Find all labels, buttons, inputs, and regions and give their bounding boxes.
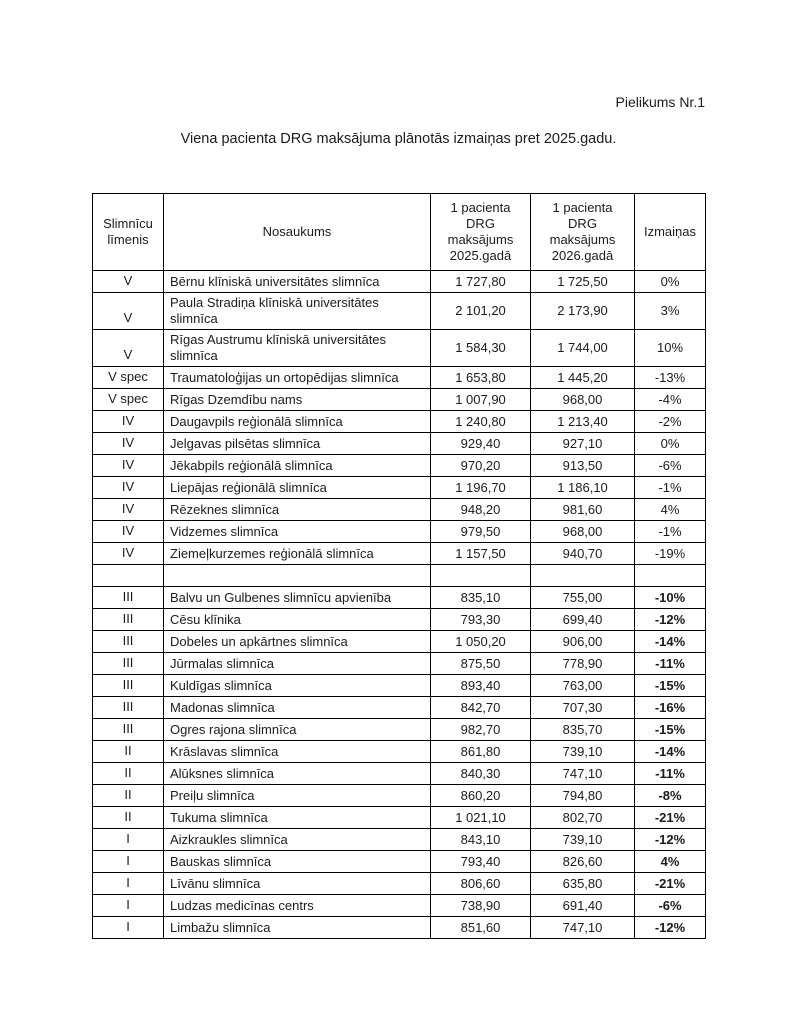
level-cell: II	[93, 763, 164, 785]
payment-2026-cell: 826,60	[531, 851, 635, 873]
level-cell: III	[93, 631, 164, 653]
hospital-name-cell: Cēsu klīnika	[164, 609, 431, 631]
level-cell: II	[93, 741, 164, 763]
payment-2026-cell: 981,60	[531, 499, 635, 521]
change-cell: -12%	[635, 609, 706, 631]
table-header	[93, 194, 706, 271]
payment-2025-cell: 1 653,80	[431, 367, 531, 389]
table-row	[93, 477, 706, 499]
level-cell: III	[93, 697, 164, 719]
payment-2026-cell: 1 186,10	[531, 477, 635, 499]
hospital-name-cell: Jūrmalas slimnīca	[164, 653, 431, 675]
document-content	[92, 0, 705, 939]
level-cell: II	[93, 807, 164, 829]
change-cell: -11%	[635, 763, 706, 785]
payment-2025-cell: 835,10	[431, 587, 531, 609]
payment-2026-cell: 763,00	[531, 675, 635, 697]
level-cell	[93, 565, 164, 587]
level-cell: IV	[93, 521, 164, 543]
level-cell: IV	[93, 433, 164, 455]
hospital-name-cell: Paula Stradiņa klīniskā universitātes slimnīca	[164, 293, 431, 330]
table-row	[93, 433, 706, 455]
hospital-name-cell: Aizkraukles slimnīca	[164, 829, 431, 851]
payment-2025-cell: 893,40	[431, 675, 531, 697]
change-cell: -19%	[635, 543, 706, 565]
change-cell: -15%	[635, 675, 706, 697]
payment-2026-cell: 968,00	[531, 521, 635, 543]
table-row	[93, 330, 706, 367]
payment-2026-cell: 747,10	[531, 917, 635, 939]
change-cell: -13%	[635, 367, 706, 389]
hospital-name-cell: Ziemeļkurzemes reģionālā slimnīca	[164, 543, 431, 565]
change-cell: 10%	[635, 330, 706, 367]
table-row	[93, 675, 706, 697]
level-cell: IV	[93, 499, 164, 521]
payment-2025-cell: 929,40	[431, 433, 531, 455]
hospital-name-cell: Bērnu klīniskā universitātes slimnīca	[164, 271, 431, 293]
header-name: Nosaukums	[164, 194, 431, 271]
level-cell: III	[93, 675, 164, 697]
level-cell: III	[93, 719, 164, 741]
payment-2025-cell: 840,30	[431, 763, 531, 785]
hospital-name-cell: Preiļu slimnīca	[164, 785, 431, 807]
change-cell: 0%	[635, 433, 706, 455]
level-cell: III	[93, 587, 164, 609]
table-row	[93, 499, 706, 521]
hospital-name-cell: Alūksnes slimnīca	[164, 763, 431, 785]
level-cell: I	[93, 895, 164, 917]
hospital-name-cell: Vidzemes slimnīca	[164, 521, 431, 543]
payment-2026-cell: 913,50	[531, 455, 635, 477]
payment-2026-cell: 968,00	[531, 389, 635, 411]
payment-2025-cell: 738,90	[431, 895, 531, 917]
payment-2025-cell: 1 196,70	[431, 477, 531, 499]
payment-2026-cell: 707,30	[531, 697, 635, 719]
level-cell: I	[93, 917, 164, 939]
payment-2025-cell: 861,80	[431, 741, 531, 763]
payment-2026-cell: 2 173,90	[531, 293, 635, 330]
payment-2025-cell: 970,20	[431, 455, 531, 477]
hospital-name-cell: Ogres rajona slimnīca	[164, 719, 431, 741]
hospital-name-cell: Balvu un Gulbenes slimnīcu apvienība	[164, 587, 431, 609]
table-body	[93, 271, 706, 939]
payment-2025-cell: 948,20	[431, 499, 531, 521]
payment-2025-cell: 1 007,90	[431, 389, 531, 411]
hospital-name-cell: Jelgavas pilsētas slimnīca	[164, 433, 431, 455]
change-cell: 4%	[635, 499, 706, 521]
header-payment-2026: 1 pacienta DRG maksājums 2026.gadā	[531, 194, 635, 271]
level-cell: III	[93, 653, 164, 675]
hospital-name-cell: Rīgas Dzemdību nams	[164, 389, 431, 411]
drg-payments-table	[92, 193, 706, 939]
payment-2025-cell: 1 157,50	[431, 543, 531, 565]
payment-2026-cell: 1 725,50	[531, 271, 635, 293]
level-cell: V	[93, 293, 164, 330]
payment-2025-cell: 793,40	[431, 851, 531, 873]
payment-2025-cell: 1 050,20	[431, 631, 531, 653]
table-row	[93, 741, 706, 763]
payment-2025-cell: 982,70	[431, 719, 531, 741]
hospital-name-cell: Rēzeknes slimnīca	[164, 499, 431, 521]
hospital-name-cell: Kuldīgas slimnīca	[164, 675, 431, 697]
payment-2026-cell: 835,70	[531, 719, 635, 741]
table-row	[93, 389, 706, 411]
hospital-name-cell: Madonas slimnīca	[164, 697, 431, 719]
payment-2025-cell: 851,60	[431, 917, 531, 939]
level-cell: I	[93, 851, 164, 873]
payment-2025-cell: 979,50	[431, 521, 531, 543]
payment-2025-cell: 843,10	[431, 829, 531, 851]
table-row	[93, 543, 706, 565]
table-row	[93, 411, 706, 433]
change-cell: -14%	[635, 741, 706, 763]
table-row	[93, 873, 706, 895]
change-cell: -10%	[635, 587, 706, 609]
payment-2026-cell: 635,80	[531, 873, 635, 895]
level-cell: V spec	[93, 367, 164, 389]
change-cell: -1%	[635, 521, 706, 543]
table-row	[93, 785, 706, 807]
hospital-name-cell: Līvānu slimnīca	[164, 873, 431, 895]
change-cell: -12%	[635, 829, 706, 851]
level-cell: IV	[93, 411, 164, 433]
change-cell: -15%	[635, 719, 706, 741]
header-hospital-level: Slimnīcu līmenis	[93, 194, 164, 271]
hospital-name-cell: Tukuma slimnīca	[164, 807, 431, 829]
payment-2026-cell: 1 445,20	[531, 367, 635, 389]
change-cell: -21%	[635, 873, 706, 895]
table-row	[93, 653, 706, 675]
payment-2025-cell: 1 021,10	[431, 807, 531, 829]
hospital-name-cell: Liepājas reģionālā slimnīca	[164, 477, 431, 499]
payment-2025-cell	[431, 565, 531, 587]
level-cell: I	[93, 829, 164, 851]
change-cell: -2%	[635, 411, 706, 433]
change-cell: 3%	[635, 293, 706, 330]
table-row	[93, 631, 706, 653]
change-cell: -6%	[635, 895, 706, 917]
hospital-name-cell: Ludzas medicīnas centrs	[164, 895, 431, 917]
table-row	[93, 917, 706, 939]
table-row	[93, 895, 706, 917]
table-row	[93, 829, 706, 851]
table-row	[93, 609, 706, 631]
level-cell: V spec	[93, 389, 164, 411]
hospital-name-cell: Jēkabpils reģionālā slimnīca	[164, 455, 431, 477]
payment-2026-cell: 906,00	[531, 631, 635, 653]
change-cell: -11%	[635, 653, 706, 675]
payment-2026-cell: 794,80	[531, 785, 635, 807]
payment-2026-cell: 778,90	[531, 653, 635, 675]
payment-2026-cell: 739,10	[531, 741, 635, 763]
change-cell: -14%	[635, 631, 706, 653]
header-payment-2025: 1 pacienta DRG maksājums 2025.gadā	[431, 194, 531, 271]
hospital-name-cell: Rīgas Austrumu klīniskā universitātes slimnīca	[164, 330, 431, 367]
hospital-name-cell: Traumatoloģijas un ortopēdijas slimnīca	[164, 367, 431, 389]
level-cell: IV	[93, 455, 164, 477]
payment-2026-cell: 1 744,00	[531, 330, 635, 367]
payment-2025-cell: 1 240,80	[431, 411, 531, 433]
payment-2025-cell: 875,50	[431, 653, 531, 675]
table-row	[93, 521, 706, 543]
table-row	[93, 763, 706, 785]
hospital-name-cell: Bauskas slimnīca	[164, 851, 431, 873]
payment-2025-cell: 793,30	[431, 609, 531, 631]
payment-2026-cell: 927,10	[531, 433, 635, 455]
level-cell: V	[93, 330, 164, 367]
table-row	[93, 697, 706, 719]
annex-label: Pielikums Nr.1	[615, 94, 705, 110]
hospital-name-cell: Limbažu slimnīca	[164, 917, 431, 939]
payment-2025-cell: 806,60	[431, 873, 531, 895]
level-cell: IV	[93, 543, 164, 565]
payment-2025-cell: 860,20	[431, 785, 531, 807]
table-row	[93, 851, 706, 873]
payment-2026-cell: 1 213,40	[531, 411, 635, 433]
payment-2026-cell	[531, 565, 635, 587]
payment-2026-cell: 691,40	[531, 895, 635, 917]
table-row	[93, 455, 706, 477]
hospital-name-cell: Dobeles un apkārtnes slimnīca	[164, 631, 431, 653]
document-title: Viena pacienta DRG maksājuma plānotās izmaiņas pret 2025.gadu.	[180, 131, 617, 147]
payment-2026-cell: 755,00	[531, 587, 635, 609]
table-row-empty	[93, 565, 706, 587]
level-cell: V	[93, 271, 164, 293]
table-row	[93, 367, 706, 389]
payment-2025-cell: 842,70	[431, 697, 531, 719]
table-row	[93, 293, 706, 330]
change-cell: -16%	[635, 697, 706, 719]
hospital-name-cell: Krāslavas slimnīca	[164, 741, 431, 763]
change-cell: -21%	[635, 807, 706, 829]
change-cell: 0%	[635, 271, 706, 293]
change-cell: -4%	[635, 389, 706, 411]
payment-2026-cell: 699,40	[531, 609, 635, 631]
level-cell: III	[93, 609, 164, 631]
payment-2025-cell: 1 727,80	[431, 271, 531, 293]
level-cell: IV	[93, 477, 164, 499]
table-row	[93, 807, 706, 829]
payment-2026-cell: 747,10	[531, 763, 635, 785]
change-cell	[635, 565, 706, 587]
change-cell: -12%	[635, 917, 706, 939]
hospital-name-cell: Daugavpils reģionālā slimnīca	[164, 411, 431, 433]
table-row	[93, 719, 706, 741]
payment-2025-cell: 1 584,30	[431, 330, 531, 367]
change-cell: -8%	[635, 785, 706, 807]
payment-2026-cell: 940,70	[531, 543, 635, 565]
change-cell: 4%	[635, 851, 706, 873]
payment-2026-cell: 802,70	[531, 807, 635, 829]
payment-2026-cell: 739,10	[531, 829, 635, 851]
change-cell: -6%	[635, 455, 706, 477]
table-row	[93, 587, 706, 609]
payment-2025-cell: 2 101,20	[431, 293, 531, 330]
header-change: Izmaiņas	[635, 194, 706, 271]
hospital-name-cell	[164, 565, 431, 587]
change-cell: -1%	[635, 477, 706, 499]
level-cell: II	[93, 785, 164, 807]
table-row	[93, 271, 706, 293]
level-cell: I	[93, 873, 164, 895]
